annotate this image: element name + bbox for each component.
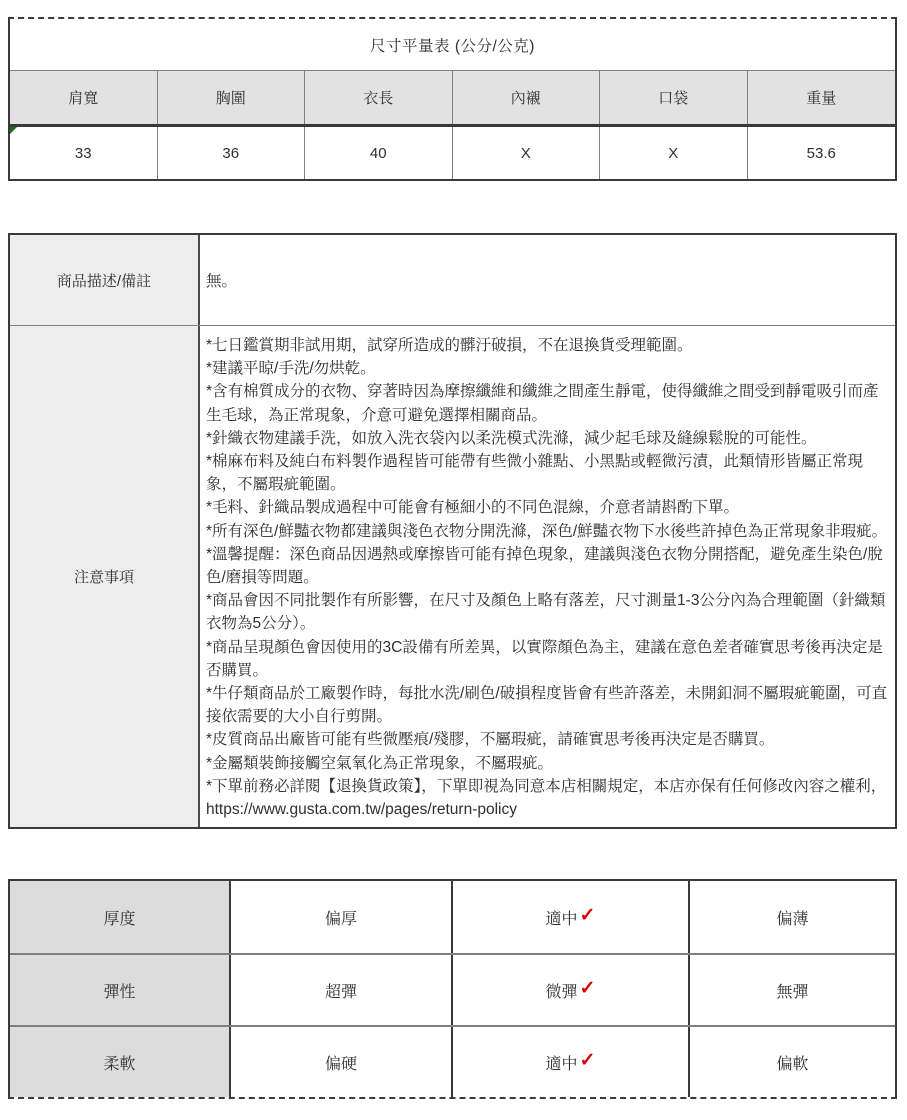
size-header-length: 衣長 (305, 71, 453, 124)
notice-item: *建議平晾/手洗/勿烘乾。 (206, 360, 376, 378)
notice-item: *毛料、針織品製成過程中可能會有極細小的不同色混線，介意者請斟酌下單。 (206, 499, 740, 517)
feature-option: 偏厚 (231, 881, 453, 953)
description-content: 無。 (206, 273, 238, 290)
size-table (8, 17, 897, 181)
feature-option: 超彈 (231, 955, 453, 1025)
feature-row-softness (10, 1025, 895, 1097)
red-check-icon: ✓ (579, 904, 596, 926)
feature-option: 偏硬 (231, 1027, 453, 1097)
size-header-pocket: 口袋 (600, 71, 748, 124)
notice-item: *含有棉質成分的衣物、穿著時因為摩擦纖維和纖維之間產生靜電，使得纖維之間受到靜電吸引而產生毛球，為正常現象，介意可避免選擇相關商品。 (206, 383, 879, 424)
description-row (10, 235, 895, 326)
notice-item: *棉麻布料及純白布料製作過程皆可能帶有些微小雜點、小黑點或輕微污漬，此類情形皆屬正常現象，不屬瑕疵範圍。 (206, 453, 864, 494)
notice-item: *七日鑑賞期非試用期，試穿所造成的髒汙破損，不在退換貨受理範圍。 (206, 337, 693, 354)
size-value-lining: X (453, 127, 601, 179)
notice-row (10, 326, 895, 827)
size-value-shoulder: 33 (10, 127, 158, 179)
size-table-value-row (10, 127, 895, 179)
red-check-icon: ✓ (579, 1049, 596, 1071)
cell-corner-marker-icon (10, 127, 17, 134)
feature-option-checked: 適中 ✓ (453, 1027, 690, 1097)
notice-item: *金屬類裝飾接觸空氣氧化為正常現象，不屬瑕疵。 (206, 754, 554, 772)
feature-label-thickness: 厚度 (10, 881, 231, 953)
notice-item: *針織衣物建議手洗，如放入洗衣袋內以柔洗模式洗滌，減少起毛球及縫線鬆脫的可能性。 (206, 429, 817, 447)
notice-item: *商品呈現顏色會因使用的3C設備有所差異，以實際顏色為主，建議在意色差者確實思考後再決定是否購買。 (206, 638, 883, 679)
size-header-chest: 胸圍 (158, 71, 306, 124)
feature-option-checked: 微彈 ✓ (453, 955, 690, 1025)
notice-item: *所有深色/鮮豔衣物都建議與淺色衣物分開洗滌，深色/鮮豔衣物下水後些許掉色為正常現象非瑕疵。 (206, 522, 888, 540)
feature-row-elasticity (10, 953, 895, 1025)
feature-label-elasticity: 彈性 (10, 955, 231, 1025)
description-label: 商品描述/備註 (10, 235, 200, 325)
feature-option: 無彈 (776, 983, 809, 1001)
feature-table (8, 879, 897, 1099)
notice-item: *商品會因不同批製作有所影響，在尺寸及顏色上略有落差，尺寸測量1-3公分內為合理範圍（針織類衣物為5公分）。 (206, 592, 886, 633)
notice-item: *牛仔類商品於工廠製作時，每批水洗/刷色/破損程度皆會有些許落差，未開釦洞不屬瑕疵範圍，可直接依需要的大小自行剪開。 (206, 685, 888, 726)
size-header-shoulder: 肩寬 (10, 71, 158, 124)
size-table-header-row (10, 71, 895, 127)
info-table (8, 233, 897, 829)
red-check-icon: ✓ (579, 977, 596, 999)
size-header-weight: 重量 (806, 90, 837, 107)
size-table-title: 尺寸平量表 (公分/公克) (10, 19, 895, 71)
feature-option: 偏軟 (776, 1055, 809, 1073)
size-value-chest: 36 (158, 127, 306, 179)
size-value-length: 40 (305, 127, 453, 179)
notice-item: *皮質商品出廠皆可能有些微壓痕/殘膠，不屬瑕疵，請確實思考後再決定是否購買。 (206, 731, 775, 749)
feature-option: 偏薄 (776, 910, 809, 928)
notice-content (200, 326, 895, 827)
feature-option-checked: 適中 ✓ (453, 881, 690, 953)
size-value-pocket: X (600, 127, 748, 179)
notice-label: 注意事項 (10, 326, 200, 827)
size-value-weight: 53.6 (806, 144, 836, 162)
size-header-lining: 內襯 (453, 71, 601, 124)
feature-row-thickness (10, 881, 895, 953)
notice-item: *溫馨提醒：深色商品因遇熱或摩擦皆可能有掉色現象，建議與淺色衣物分開搭配，避免產生染色/脫色/磨損等問題。 (206, 545, 883, 587)
notice-item: *下單前務必詳閱【退換貨政策】，下單即視為同意本店相關規定，本店亦保有任何修改內容之權利，https://www.gusta.com.tw/pages/return-policy (206, 777, 887, 819)
feature-label-softness: 柔軟 (10, 1027, 231, 1097)
